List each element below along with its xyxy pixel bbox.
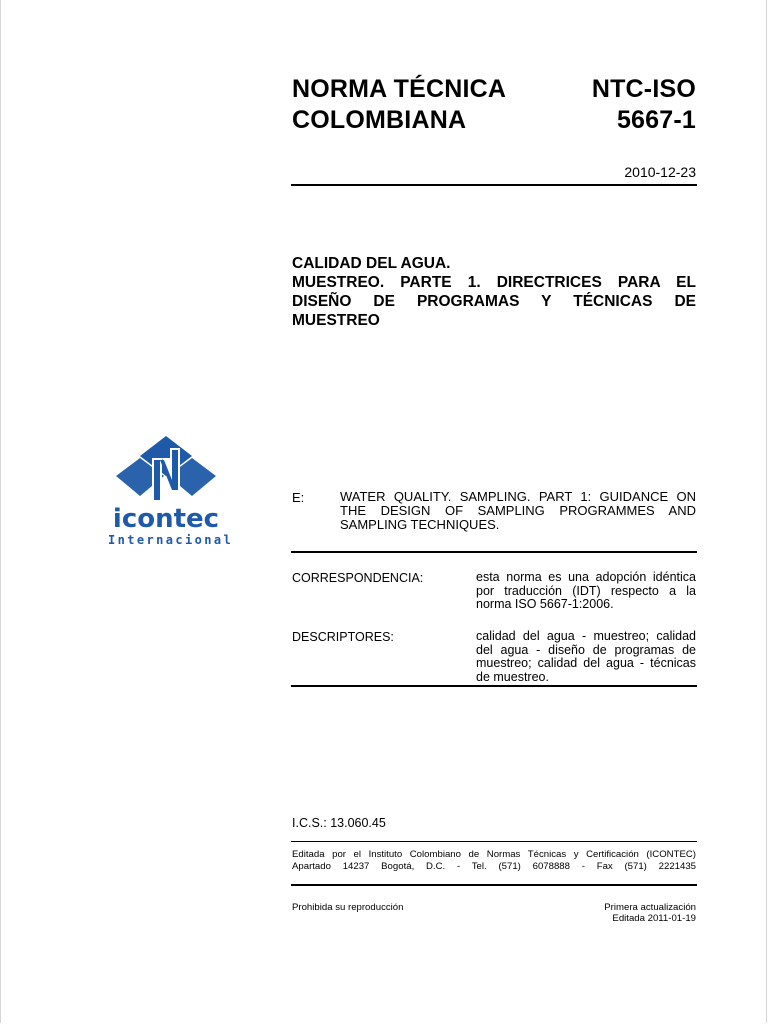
update-line: Primera actualización [604, 902, 696, 913]
publisher-line: Apartado 14237 Bogotá, D.C. - Tel. (571) 6078888 - Fax (571) 2221435 [292, 861, 696, 872]
info-top-divider [291, 551, 697, 553]
standard-title [292, 74, 506, 136]
title-line-1: NORMA TÉCNICA [292, 75, 507, 103]
code-line-2: 5667-1 [616, 106, 696, 134]
subject-line: MUESTREO. PARTE 1. DIRECTRICES PARA EL [292, 274, 696, 291]
correspondencia-text [476, 571, 696, 612]
descriptores-line: de muestreo. [476, 669, 549, 684]
english-label: E: [292, 490, 305, 505]
standard-subject [292, 254, 696, 330]
descriptores-text [476, 630, 696, 684]
descriptores-label: DESCRIPTORES: [292, 630, 394, 644]
subject-line: CALIDAD DEL AGUA. [292, 255, 451, 272]
standard-code [592, 74, 696, 136]
correspondencia-line: norma ISO 5667-1:2006. [476, 597, 614, 611]
update-info [604, 902, 696, 924]
descriptores-line: muestreo; calidad del agua - técnicas [476, 656, 696, 670]
reproduction-notice: Prohibida su reproducción [292, 902, 404, 913]
info-bottom-divider [291, 685, 697, 687]
publisher-divider [291, 884, 697, 886]
subject-line: DISEÑO DE PROGRAMAS Y TÉCNICAS DE [292, 293, 696, 310]
logo-subtitle: Internacional [108, 533, 234, 547]
english-line: WATER QUALITY. SAMPLING. PART 1: GUIDANCE ON [340, 489, 696, 504]
english-line: SAMPLING TECHNIQUES. [340, 517, 500, 532]
english-title [340, 490, 696, 532]
logo-wordmark: icontec [112, 504, 220, 534]
icontec-logo [106, 436, 234, 548]
descriptores-line: calidad del agua - muestreo; calidad [476, 629, 696, 643]
edition-line: Editada 2011-01-19 [612, 913, 696, 924]
english-line: THE DESIGN OF SAMPLING PROGRAMMES AND [340, 503, 696, 518]
publisher-line: Editada por el Instituto Colombiano de Normas Técnicas y Certificación (ICONTEC) [292, 849, 696, 860]
code-line-1: NTC-ISO [591, 75, 696, 103]
correspondencia-line: por traducción (IDT) respecto a la [476, 583, 696, 598]
publisher-info [292, 849, 696, 873]
ics-divider [291, 841, 697, 842]
subject-line: MUESTREO [292, 312, 380, 329]
correspondencia-label: CORRESPONDENCIA: [292, 571, 424, 585]
correspondencia-line: esta norma es una adopción idéntica [476, 570, 696, 584]
header-divider [291, 184, 697, 186]
descriptores-line: del agua - diseño de programas de [476, 642, 696, 657]
ics-code: I.C.S.: 13.060.45 [292, 816, 386, 830]
publication-date: 2010-12-23 [624, 164, 696, 180]
title-line-2: COLOMBIANA [292, 106, 467, 134]
icontec-emblem-icon [106, 436, 226, 506]
